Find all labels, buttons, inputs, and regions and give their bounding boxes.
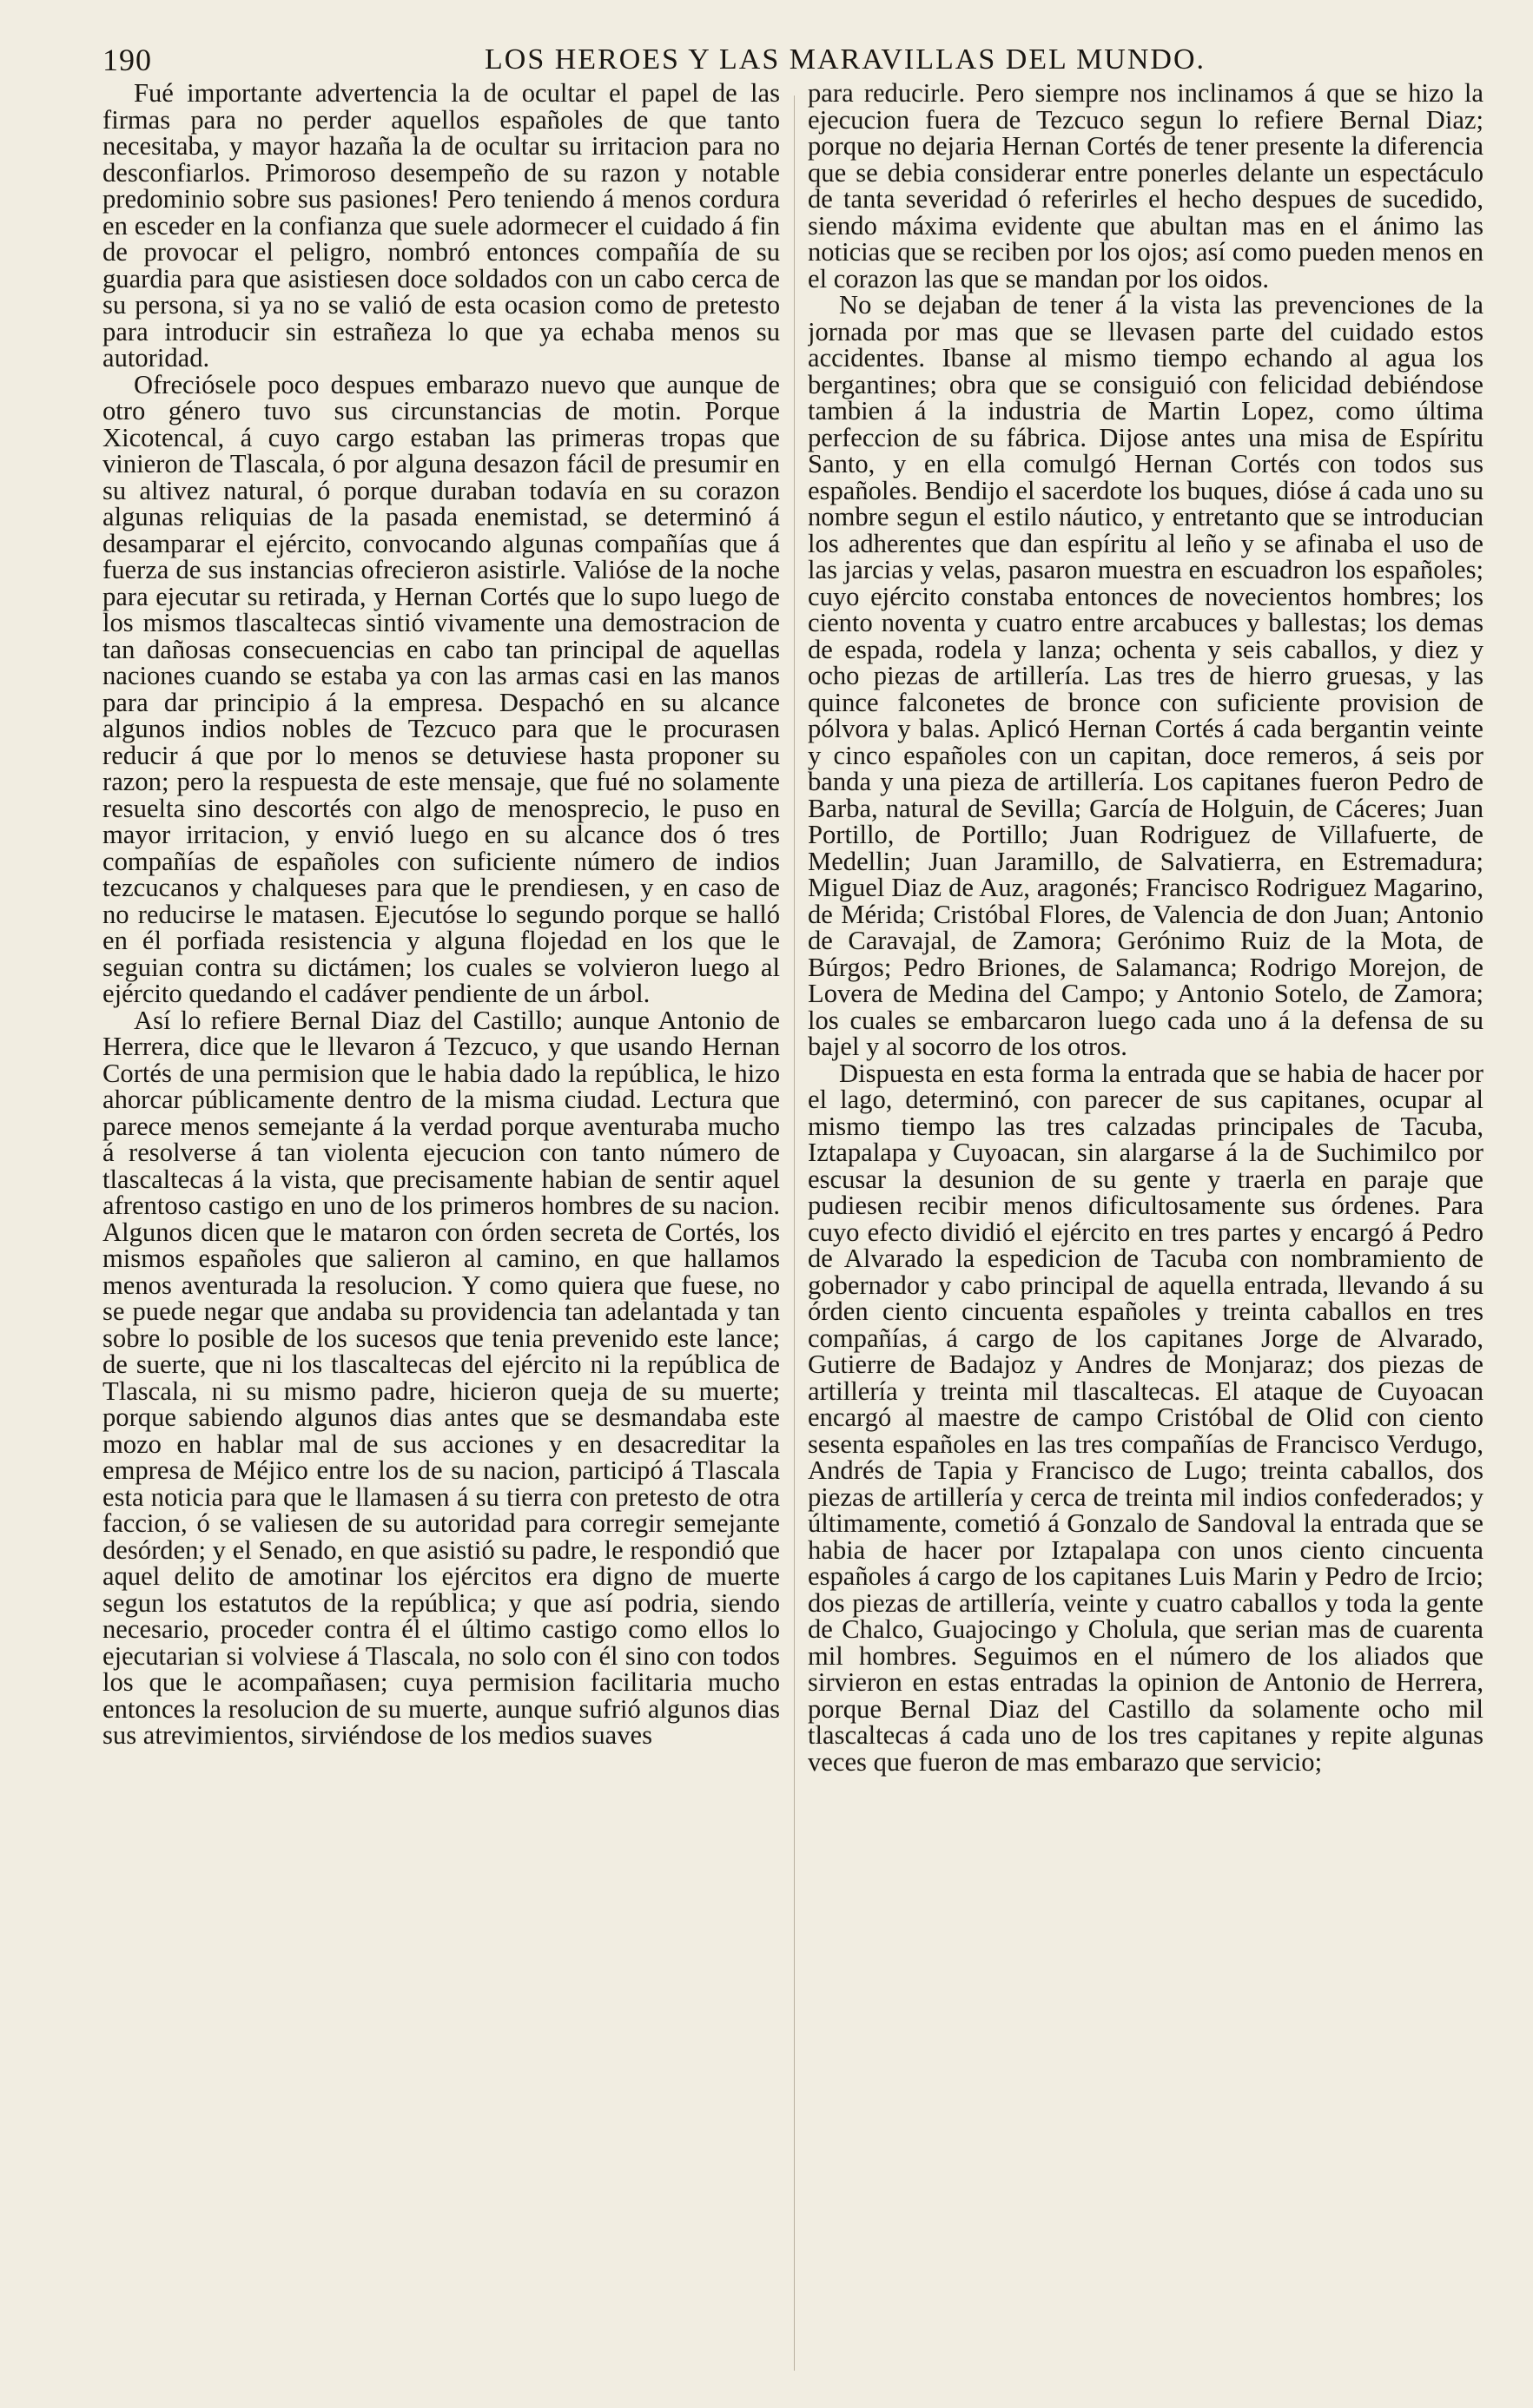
paragraph: Así lo refiere Bernal Diaz del Castillo; aunque Antonio de Herrera, dice que le llevaron á Tezcuco, y que usando Hernan Cortés de una permision que le habia dado la república, le hizo ahorcar públicamente dentro de la misma ciudad. Lectura que parece menos semejante á la verdad porque aventuraba mucho á resolverse á tan violenta ejecucion con tanto número de tlascaltecas á la vista, que precisamente habian de sentir aquel afrentoso castigo en uno de los primeros hombres de su nacion. Algunos dicen que le mataron con órden secreta de Cortés, los mismos españoles que salieron al camino, en que hallamos menos aventurada la resolucion. Y como quiera que fuese, no se puede negar que andaba su providencia tan adelantada y tan sobre lo posible de los sucesos que tenia prevenido este lance; de suerte, que ni los tlascaltecas del ejército ni la república de Tlascala, ni su mismo padre, hicieron queja de su muerte; porque sabiendo algunos dias antes que se desmandaba este mozo en hablar mal de sus acciones y en desacreditar la empresa de Méjico entre los de su nacion, participó á Tlascala esta noticia para que le llamasen á su tierra con pretesto de otra faccion, ó se valiesen de su autoridad para corregir semejante desórden; y el Senado, en que asistió su padre, le respondió que aquel delito de amotinar los ejércitos era digno de muerte segun los estatutos de la república; y que así podria, siendo necesario, proceder contra él el último castigo como ellos lo ejecutarian si volviese á Tlascala, no solo con él sino con todos los que le acompañasen; cuya permision facilitaria mucho entonces la resolucion de su muerte, aunque sufrió algunos dias sus atrevimientos, sirviéndose de los medios suaves [102, 1005, 780, 1750]
paragraph-continued: para reducirle. Pero siempre nos inclinamos á que se hizo la ejecucion fuera de Tezcuco segun lo refiere Bernal Diaz; porque no dejaria Hernan Cortés de tener presente la diferencia que se debia considerar entre ponerles delante un espectáculo de tanta severidad ó referirles el hecho despues de sucedido, siendo máxima evidente que abultan mas en el ánimo las noticias que se reciben por los ojos; así como pueden menos en el corazon las que se mandan por los oidos. [808, 80, 1483, 294]
paragraph: Fué importante advertencia la de ocultar el papel de las firmas para no perder aquellos españoles de que tanto necesitaba, y mayor hazaña la de ocultar su irritacion para no desconfiarlos. Primoroso desempeño de su razon y notable predominio sobre sus pasiones! Pero teniendo á menos cordura en esceder en la confianza que suele adormecer el cuidado á fin de provocar el peligro, nombró entonces compañía de su guardia para que asistiesen doce soldados con un cabo cerca de su persona, si ya no se valió de esta ocasion como de pretesto para introducir sin estrañeza lo que ya echaba menos su autoridad. [102, 80, 780, 373]
left-column [102, 80, 780, 2372]
paragraph: Dispuesta en esta forma la entrada que se habia de hacer por el lago, determinó, con parecer de sus capitanes, ocupar al mismo tiempo las tres calzadas principales de Tacuba, Iztapalapa y Cuyoacan, sin alargarse á la de Suchimilco por escusar la desunion de su gente y traerla en paraje que pudiesen recibir menos dificultosamente sus órdenes. Para cuyo efecto dividió el ejército en tres partes y encargó á Pedro de Alvarado la espedicion de Tacuba con nombramiento de gobernador y cabo principal de aquella entrada, llevando á su órden ciento cincuenta españoles y treinta caballos en tres compañías, á cargo de los capitanes Jorge de Alvarado, Gutierre de Badajoz y Andres de Monjaraz; dos piezas de artillería y treinta mil tlascaltecas. El ataque de Cuyoacan encargó al maestre de campo Cristóbal de Olid con ciento sesenta españoles en las tres compañías de Francisco Verdugo, Andrés de Tapia y Francisco de Lugo; treinta caballos, dos piezas de artillería y cerca de treinta mil indios confederados; y últimamente, cometió á Gonzalo de Sandoval la entrada que se habia de hacer por Iztapalapa con unos ciento cincuenta españoles á cargo de los capitanes Luis Marin y Pedro de Ircio; dos piezas de artillería, veinte y cuatro caballos y toda la gente de Chalco, Guajocingo y Cholula, que serian mas de cuarenta mil hombres. Seguimos en el número de los aliados que sirvieron en estas entradas la opinion de Antonio de Herrera, porque Bernal Diaz del Castillo da solamente ocho mil tlascaltecas á cada uno de los tres capitanes y repite algunas veces que fueron de mas embarazo que servicio; [808, 1058, 1483, 1777]
running-title: LOS HEROES Y LAS MARAVILLAS DEL MUNDO. [485, 43, 1206, 76]
page-header [102, 42, 1518, 85]
paragraph: No se dejaban de tener á la vista las prevenciones de la jornada por mas que se llevasen parte del cuidado estos accidentes. Ibanse al mismo tiempo echando al agua los bergantines; obra que se consiguió con felicidad debiéndose tambien á la industria de Martin Lopez, como última perfeccion de su fábrica. Dijose antes una misa de Espíritu Santo, y en ella comulgó Hernan Cortés con todos sus españoles. Bendijo el sacerdote los buques, dióse á cada uno su nombre segun el estilo náutico, y entretanto que se introducian los adherentes que dan espíritu al leño y se afinaba el uso de las jarcias y velas, pasaron muestra en escuadron los españoles; cuyo ejército constaba entonces de novecientos hombres; los ciento noventa y cuatro entre arcabuces y ballestas; los demas de espada, rodela y lanza; ochenta y seis caballos, y diez y ocho piezas de artillería. Las tres de hierro gruesas, y las quince falconetes de bronce con suficiente provision de pólvora y balas. Aplicó Hernan Cortés á cada bergantin veinte y cinco españoles con un capitan, doce remeros, á seis por banda y una pieza de artillería. Los capitanes fueron Pedro de Barba, natural de Sevilla; García de Holguin, de Cáceres; Juan Portillo, de Portillo; Juan Rodriguez de Villafuerte, de Medellin; Juan Jaramillo, de Salvatierra, en Estremadura; Miguel Diaz de Auz, aragonés; Francisco Rodriguez Magarino, de Mérida; Cristóbal Flores, de Valencia de don Juan; Antonio de Caravajal, de Zamora; Gerónimo Ruiz de la Mota, de Búrgos; Pedro Briones, de Salamanca; Rodrigo Morejon, de Lovera de Medina del Campo; y Antonio Sotelo, de Zamora; los cuales se embarcaron luego cada uno á la defensa de su bajel y al socorro de los otros. [808, 290, 1483, 1061]
paragraph: Ofreciósele poco despues embarazo nuevo que aunque de otro género tuvo sus circunstancias de motin. Porque Xicotencal, á cuyo cargo estaban las primeras tropas que vinieron de Tlascala, ó por alguna desazon fácil de presumir en su altivez natural, ó porque duraban todavía en su corazon algunas reliquias de la pasada enemistad, se determinó á desamparar el ejército, convocando algunas compañías que á fuerza de sus instancias ofrecieron asistirle. Valióse de la noche para ejecutar su retirada, y Hernan Cortés que lo supo luego de los mismos tlascaltecas sintió vivamente una demostracion de tan dañosas consecuencias en cabo tan principal de aquellas naciones cuando se estaba ya con las armas casi en las manos para dar principio á la empresa. Despachó en su alcance algunos indios nobles de Tezcuco para que le procurasen reducir á que por lo menos se detuviese hasta proponer su razon; pero la respuesta de este mensaje, que fué no solamente resuelta sino descortés con algo de menosprecio, le puso en mayor irritacion, y envió luego en su alcance dos ó tres compañías de españoles con suficiente número de indios tezcucanos y chalqueses para que le prendiesen, y en caso de no reducirse le matasen. Ejecutóse lo segundo porque se halló en él porfiada resistencia y alguna flojedad en los que le seguian contra su dictámen; los cuales se volvieron luego al ejército quedando el cadáver pendiente de un árbol. [102, 369, 780, 1008]
column-divider [794, 96, 795, 2371]
page-number: 190 [102, 43, 152, 77]
right-column [808, 80, 1483, 2372]
